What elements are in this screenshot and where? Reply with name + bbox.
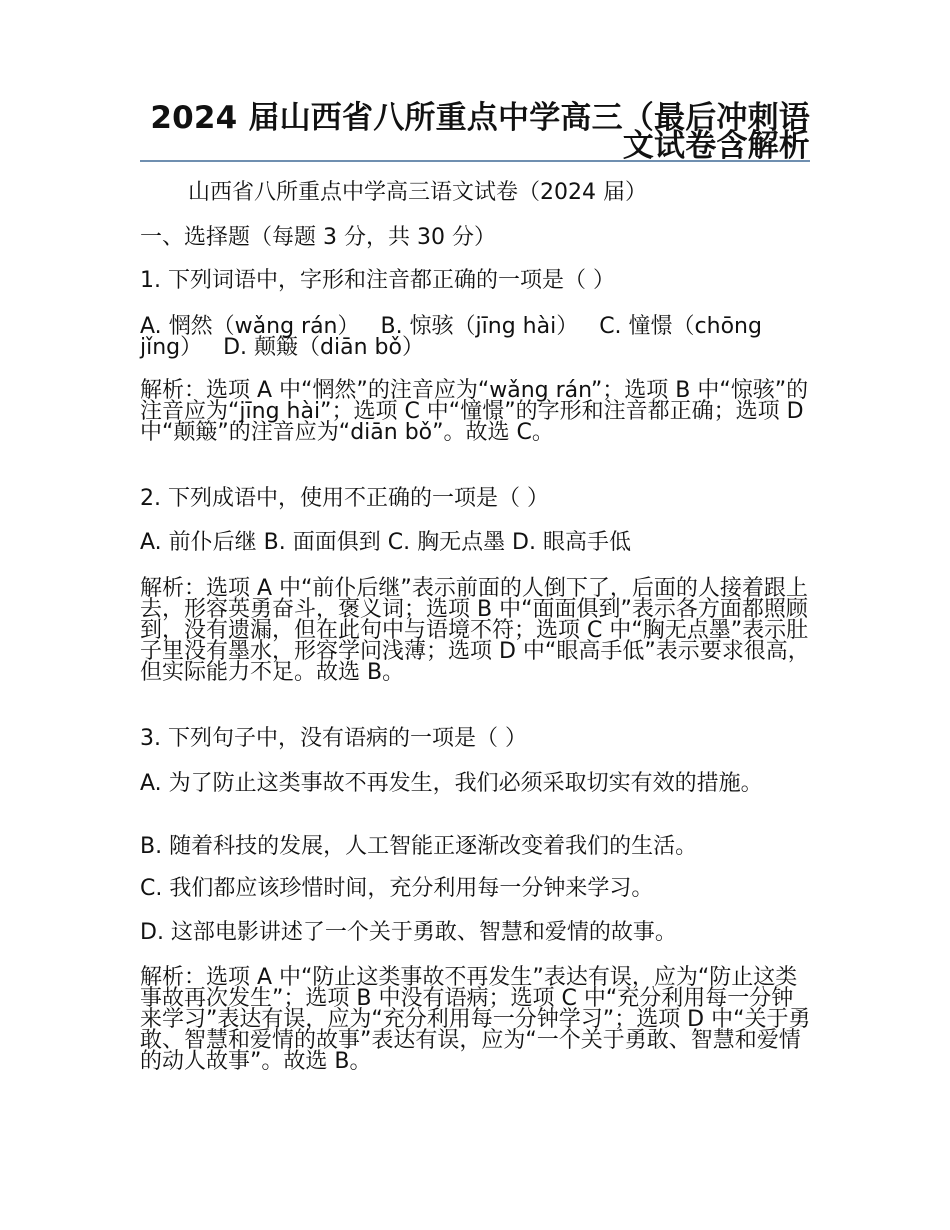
question-2-analysis: 解析：选项 A 中“前仆后继”表示前面的人倒下了，后面的人接着跟上去，形容英勇奋斗，褒义词；选项 B 中“面面俱到”表示各方面都照顾到，没有遗漏，但在此句中与语境不符；选项 C 中“胸无点墨”表示肚子里没有墨水，形容学问浅薄；选项 D 中“眼高手低”表示要求很高，但实际能力不足。故选 B。 xyxy=(140,576,810,685)
document-title: 2024 届山西省八所重点中学高三（最后冲刺语文试卷含解析 xyxy=(150,100,810,164)
question-3-option-a: A. 为了防止这类事故不再发生，我们必须采取切实有效的措施。 xyxy=(140,771,763,796)
question-2-options: A. 前仆后继 B. 面面俱到 C. 胸无点墨 D. 眼高手低 xyxy=(140,530,631,555)
question-3-stem: 3. 下列句子中，没有语病的一项是（ ） xyxy=(140,726,527,751)
section-heading: 一、选择题（每题 3 分，共 30 分） xyxy=(140,225,496,250)
question-1-options-line-2: jǐng） D. 颠簸（diān bǒ） xyxy=(140,335,424,360)
question-3-option-d: D. 这部电影讲述了一个关于勇敢、智慧和爱情的故事。 xyxy=(140,920,677,945)
question-1-options-line-1: A. 惘然（wǎng rán） B. 惊骇（jīng hài） C. 憧憬（chōng xyxy=(140,314,762,339)
question-3-option-b: B. 随着科技的发展，人工智能正逐渐改变着我们的生活。 xyxy=(140,834,698,859)
question-3-analysis: 解析：选项 A 中“防止这类事故不再发生”表达有误，应为“防止这类事故再次发生”；选项 B 中没有语病；选项 C 中“充分利用每一分钟来学习”表达有误，应为“充分利用每一分钟学习”；选项 D 中“关于勇敢、智慧和爱情的故事”表达有误，应为“一个关于勇敢、智慧和爱情的动人故事”。故选 B。 xyxy=(140,965,811,1074)
question-2-stem: 2. 下列成语中，使用不正确的一项是（ ） xyxy=(140,486,549,511)
question-1-analysis: 解析：选项 A 中“惘然”的注音应为“wǎng rán”；选项 B 中“惊骇”的注音应为“jīng hài”；选项 C 中“憧憬”的字形和注音都正确；选项 D 中“颠簸”的注音应为“diān bǒ”。故选 C。 xyxy=(140,378,809,445)
title-divider xyxy=(140,160,810,162)
question-3-option-c: C. 我们都应该珍惜时间，充分利用每一分钟来学习。 xyxy=(140,876,654,901)
question-1-stem: 1. 下列词语中，字形和注音都正确的一项是（ ） xyxy=(140,268,615,293)
document-subtitle: 山西省八所重点中学高三语文试卷（2024 届） xyxy=(188,180,647,205)
